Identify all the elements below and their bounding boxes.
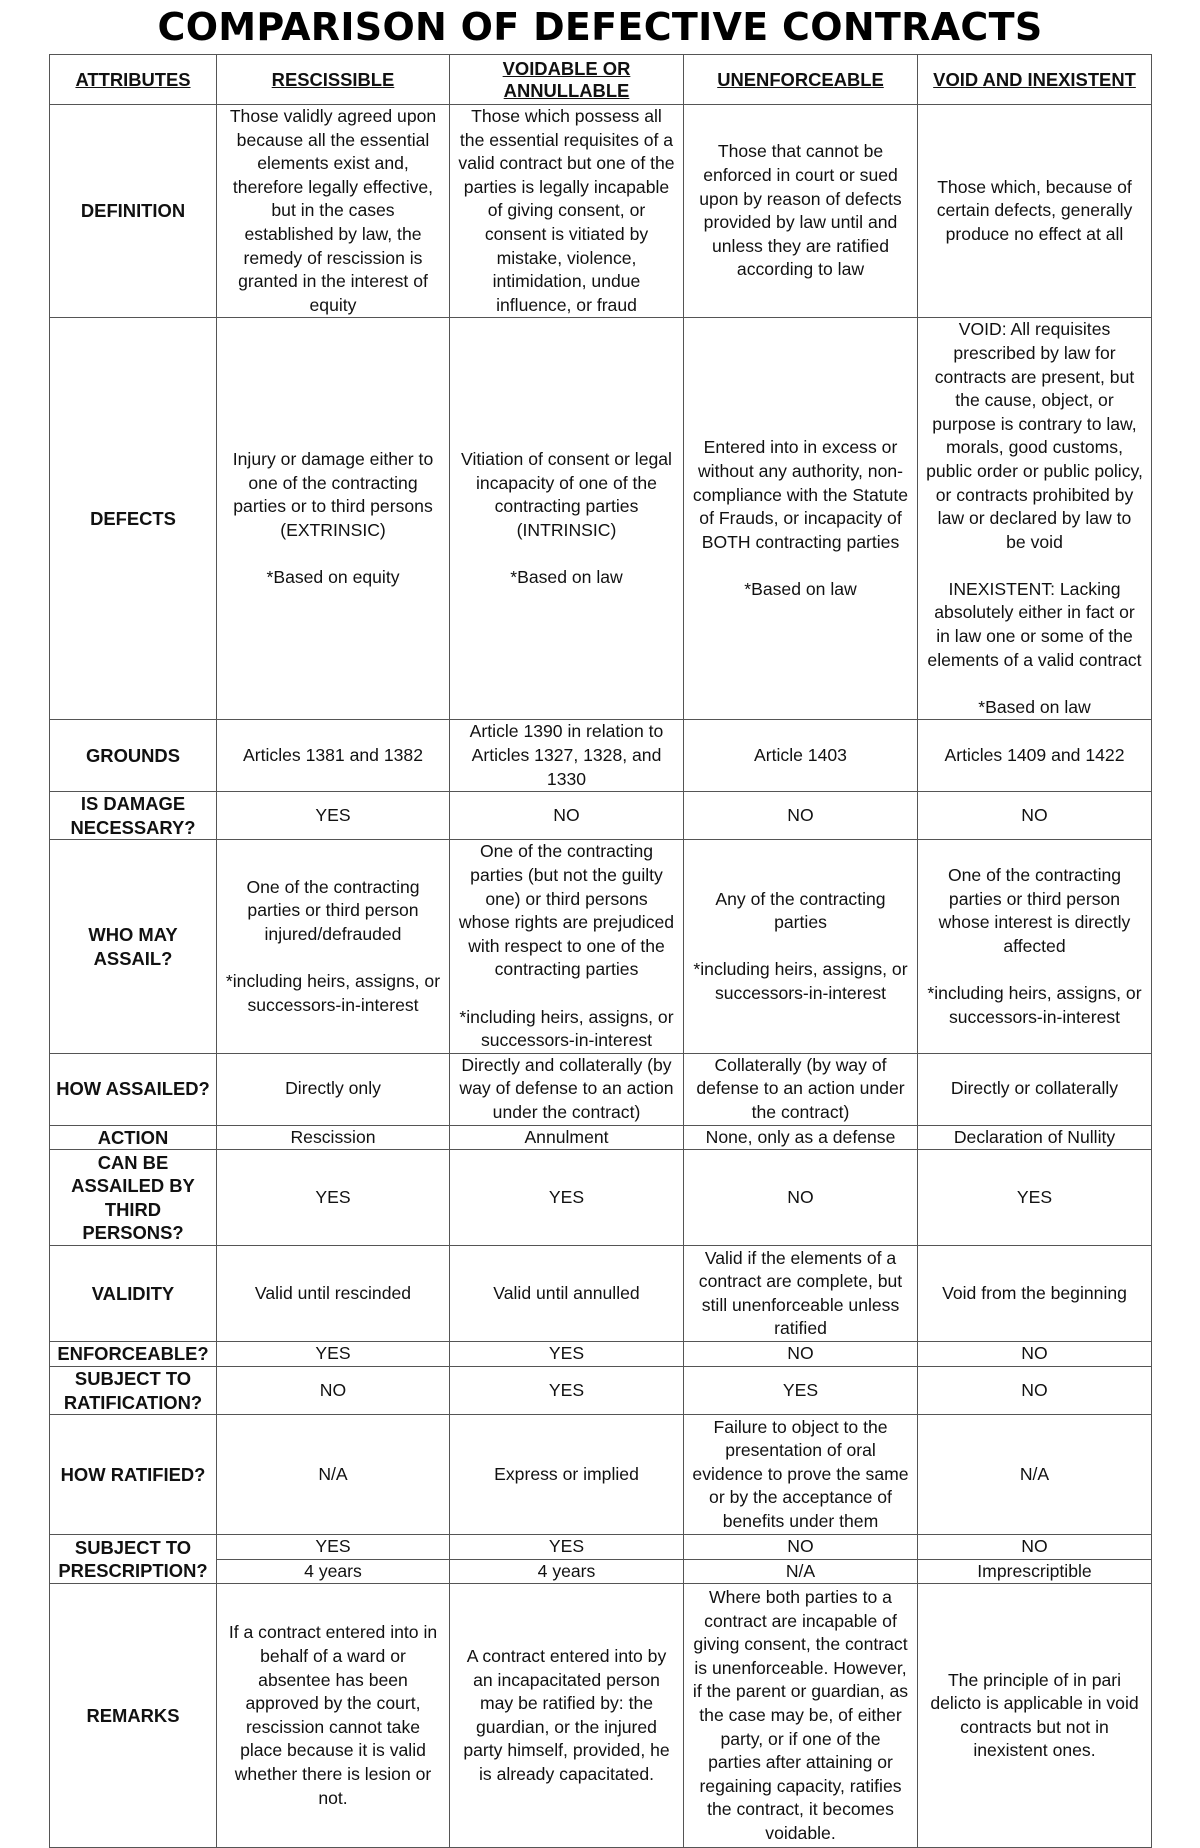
table-cell: YES [450,1535,684,1560]
table-cell: Those which possess all the essential requisites of a valid contract but one of the parties is legally incapable of giving consent, or consent is vitiated by mistake, violence, intimidation, undue influence, or fraud [450,105,684,318]
table-cell: None, only as a defense [684,1125,918,1150]
table-cell: Rescission [217,1125,450,1150]
table-cell: One of the contracting parties or third person whose interest is directly affected *including heirs, assigns, or successors-in-interest [918,840,1152,1053]
table-cell: Entered into in excess or without any authority, non-compliance with the Statute of Frauds, or incapacity of BOTH contracting parties *Based on law [684,318,918,720]
table-row-enforceable [50,1342,1152,1367]
table-cell: Those that cannot be enforced in court or sued upon by reason of defects provided by law until and unless they are ratified according to law [684,105,918,318]
row-label-third-persons: CAN BE ASSAILED BY THIRD PERSONS? [50,1150,217,1246]
table-cell: Valid until annulled [450,1246,684,1342]
table-row-remarks [50,1584,1152,1848]
header-row [50,55,1152,105]
table-cell: NO [918,792,1152,840]
table-cell: A contract entered into by an incapacitated person may be ratified by: the guardian, or the injured party himself, provided, he is already capacitated. [450,1584,684,1848]
table-cell: Directly or collaterally [918,1053,1152,1125]
table-cell: NO [684,1342,918,1367]
table-cell: YES [450,1366,684,1414]
column-header-voidable: VOIDABLE OR ANNULLABLE [450,55,684,105]
row-label-validity: VALIDITY [50,1246,217,1342]
table-row-action [50,1125,1152,1150]
table-cell: NO [684,1535,918,1560]
table-cell: N/A [918,1415,1152,1535]
table-cell: NO [450,792,684,840]
row-label-how-assailed: HOW ASSAILED? [50,1053,217,1125]
table-cell: Where both parties to a contract are incapable of giving consent, the contract is unenforceable. However, if the parent or guardian, as the case may be, of either party, or if one of the parties after attaining or regaining capacity, ratifies the contract, it becomes voidable. [684,1584,918,1848]
row-label-who-may-assail: WHO MAY ASSAIL? [50,840,217,1053]
table-row-prescription [50,1535,1152,1560]
table-cell: Directly only [217,1053,450,1125]
table-row-grounds [50,720,1152,792]
row-label-damage: IS DAMAGE NECESSARY? [50,792,217,840]
table-cell: One of the contracting parties or third person injured/defrauded *including heirs, assigns, or successors-in-interest [217,840,450,1053]
table-cell: Those which, because of certain defects, generally produce no effect at all [918,105,1152,318]
column-header-rescissible: RESCISSIBLE [217,55,450,105]
table-row-defects [50,318,1152,720]
table-cell: NO [918,1535,1152,1560]
table-cell: VOID: All requisites prescribed by law for contracts are present, but the cause, object, or purpose is contrary to law, morals, good customs, public order or public policy, or contracts prohibited by law or declared by law to be void INEXISTENT: Lacking absolutely either in fact or in law one or some of the elements of a valid contract *Based on law [918,318,1152,720]
table-cell: Annulment [450,1125,684,1150]
row-label-ratification: SUBJECT TO RATIFICATION? [50,1366,217,1414]
table-row-third-persons [50,1150,1152,1246]
table-cell: Failure to object to the presentation of oral evidence to prove the same or by the acceptance of benefits under them [684,1415,918,1535]
row-label-remarks: REMARKS [50,1584,217,1848]
table-cell: Those validly agreed upon because all the essential elements exist and, therefore legally effective, but in the cases established by law, the remedy of rescission is granted in the interest of equity [217,105,450,318]
table-cell: 4 years [217,1559,450,1584]
column-header-unenforceable: UNENFORCEABLE [684,55,918,105]
table-cell: NO [684,1150,918,1246]
row-label-how-ratified: HOW RATIFIED? [50,1415,217,1535]
table-cell: Void from the beginning [918,1246,1152,1342]
table-cell: YES [918,1150,1152,1246]
table-cell: Articles 1381 and 1382 [217,720,450,792]
table-cell: YES [684,1366,918,1414]
table-row-validity [50,1246,1152,1342]
row-label-enforceable: ENFORCEABLE? [50,1342,217,1367]
table-cell: NO [918,1366,1152,1414]
comparison-table [49,54,1152,1848]
row-label-definition: DEFINITION [50,105,217,318]
table-cell: NO [684,792,918,840]
table-cell: YES [217,792,450,840]
table-cell: 4 years [450,1559,684,1584]
column-header-void-inexistent: VOID AND INEXISTENT [918,55,1152,105]
table-cell: YES [217,1150,450,1246]
table-cell: YES [217,1342,450,1367]
table-cell: Express or implied [450,1415,684,1535]
table-row-who-may-assail [50,840,1152,1053]
table-cell: Injury or damage either to one of the contracting parties or to third persons (EXTRINSIC) *Based on equity [217,318,450,720]
table-cell: N/A [217,1415,450,1535]
table-row-how-assailed [50,1053,1152,1125]
table-cell: YES [217,1535,450,1560]
table-row-how-ratified [50,1415,1152,1535]
table-row-ratification [50,1366,1152,1414]
table-row-definition [50,105,1152,318]
row-label-prescription: SUBJECT TO PRESCRIPTION? [50,1535,217,1584]
table-cell: Articles 1409 and 1422 [918,720,1152,792]
table-cell: Article 1403 [684,720,918,792]
table-cell: Any of the contracting parties *including heirs, assigns, or successors-in-interest [684,840,918,1053]
table-cell: Directly and collaterally (by way of defense to an action under the contract) [450,1053,684,1125]
table-cell: YES [450,1150,684,1246]
table-cell: N/A [684,1559,918,1584]
table-cell: Collaterally (by way of defense to an action under the contract) [684,1053,918,1125]
table-cell: One of the contracting parties (but not the guilty one) or third persons whose rights are prejudiced with respect to one of the contracting parties *including heirs, assigns, or successors-in-interest [450,840,684,1053]
table-cell: YES [450,1342,684,1367]
table-cell: The principle of in pari delicto is applicable in void contracts but not in inexistent ones. [918,1584,1152,1848]
table-cell: Valid if the elements of a contract are complete, but still unenforceable unless ratified [684,1246,918,1342]
row-label-defects: DEFECTS [50,318,217,720]
table-cell: Vitiation of consent or legal incapacity of one of the contracting parties (INTRINSIC) *Based on law [450,318,684,720]
table-cell: If a contract entered into in behalf of a ward or absentee has been approved by the court, rescission cannot take place because it is valid whether there is lesion or not. [217,1584,450,1848]
table-cell: Valid until rescinded [217,1246,450,1342]
table-cell: Imprescriptible [918,1559,1152,1584]
table-cell: Declaration of Nullity [918,1125,1152,1150]
row-label-grounds: GROUNDS [50,720,217,792]
page-title: COMPARISON OF DEFECTIVE CONTRACTS [157,5,1043,49]
table-row-damage [50,792,1152,840]
table-cell: NO [217,1366,450,1414]
table-cell: Article 1390 in relation to Articles 1327, 1328, and 1330 [450,720,684,792]
column-header-attributes: ATTRIBUTES [50,55,217,105]
row-label-action: ACTION [50,1125,217,1150]
table-cell: NO [918,1342,1152,1367]
